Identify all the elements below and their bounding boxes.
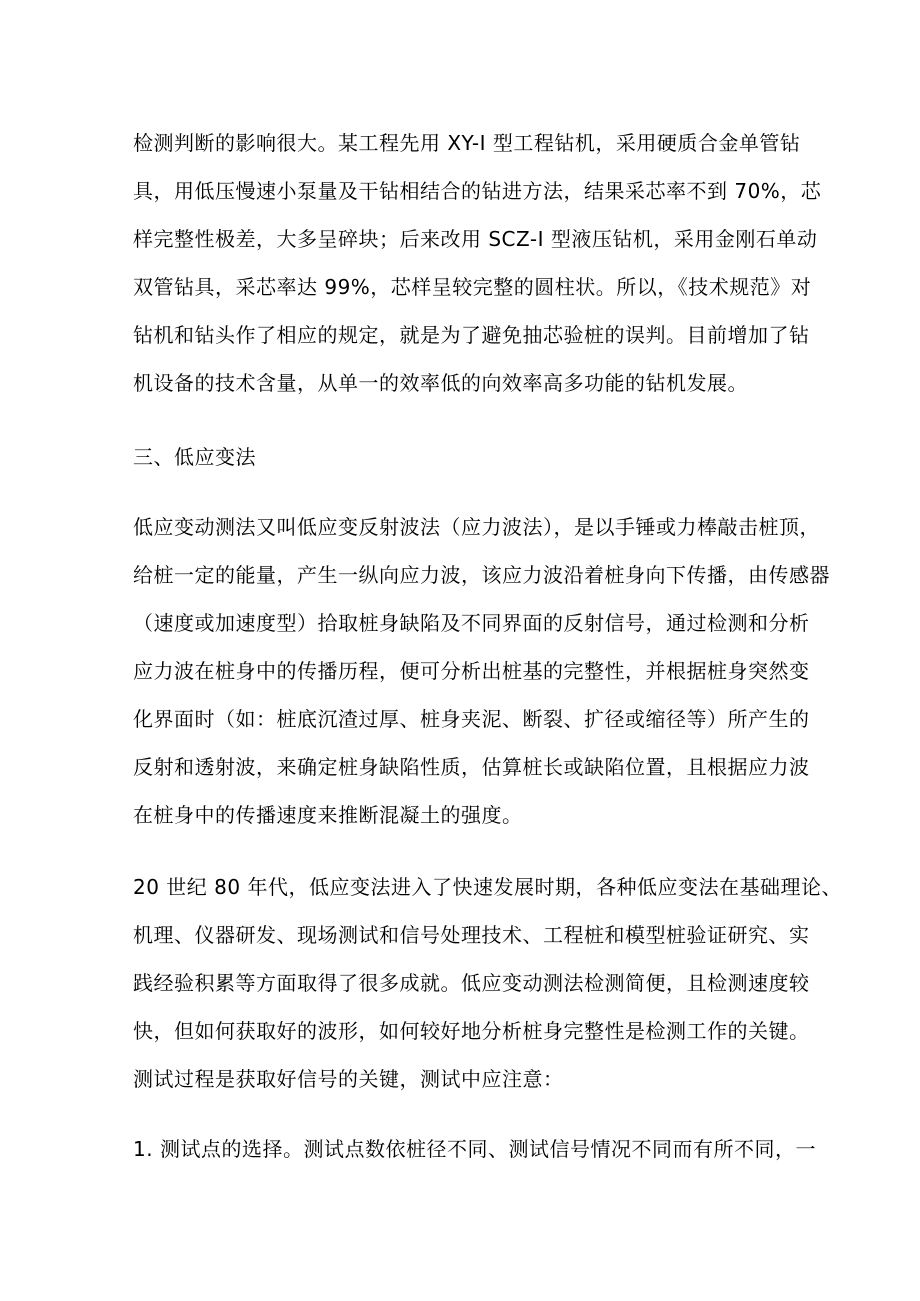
paragraph-5-line-1: 1. 测试点的选择。测试点数依桩径不同、测试信号情况不同而有所不同，一 xyxy=(133,1137,816,1161)
paragraph-4-line-2: 机理、仪器研发、现场测试和信号处理技术、工程桩和模型桩验证研究、实 xyxy=(133,923,810,947)
paragraph-4-line-4: 快，但如何获取好的波形，如何较好地分析桩身完整性是检测工作的关键。 xyxy=(133,1019,810,1043)
paragraph-3-line-5: 化界面时（如：桩底沉渣过厚、桩身夹泥、断裂、扩径或缩径等）所产生的 xyxy=(133,707,810,731)
paragraph-3-line-7: 在桩身中的传播速度来推断混凝土的强度。 xyxy=(133,803,523,827)
paragraph-3-line-1: 低应变动测法又叫低应变反射波法（应力波法），是以手锤或力棒敲击桩顶， xyxy=(133,515,820,539)
paragraph-1-line-2: 具，用低压慢速小泵量及干钻相结合的钻进方法，结果采芯率不到 70%，芯 xyxy=(133,179,822,203)
section-heading: 三、低应变法 xyxy=(133,445,256,469)
paragraph-4-line-5: 测试过程是获取好信号的关键，测试中应注意： xyxy=(133,1067,564,1091)
paragraph-4-line-3: 践经验积累等方面取得了很多成就。低应变动测法检测简便，且检测速度较 xyxy=(133,971,810,995)
paragraph-1-line-5: 钻机和钻头作了相应的规定，就是为了避免抽芯验桩的误判。目前增加了钻 xyxy=(133,323,810,347)
paragraph-1-line-6: 机设备的技术含量，从单一的效率低的向效率高多功能的钻机发展。 xyxy=(133,371,748,395)
paragraph-3-line-6: 反射和透射波，来确定桩身缺陷性质，估算桩长或缺陷位置，且根据应力波 xyxy=(133,755,810,779)
paragraph-1-line-1: 检测判断的影响很大。某工程先用 XY-I 型工程钻机，采用硬质合金单管钻 xyxy=(133,131,801,155)
paragraph-3-line-3: （速度或加速度型）拾取桩身缺陷及不同界面的反射信号，通过检测和分析 xyxy=(133,611,810,635)
paragraph-3-line-4: 应力波在桩身中的传播历程，便可分析出桩基的完整性，并根据桩身突然变 xyxy=(133,659,810,683)
paragraph-4-line-1: 20 世纪 80 年代，低应变法进入了快速发展时期，各种低应变法在基础理论、 xyxy=(133,875,842,899)
paragraph-1-line-3: 样完整性极差，大多呈碎块；后来改用 SCZ-I 型液压钻机，采用金刚石单动 xyxy=(133,227,818,251)
paragraph-1-line-4: 双管钻具，采芯率达 99%，芯样呈较完整的圆柱状。所以，《技术规范》对 xyxy=(133,275,812,299)
paragraph-3-line-2: 给桩一定的能量，产生一纵向应力波，该应力波沿着桩身向下传播，由传感器 xyxy=(133,563,830,587)
